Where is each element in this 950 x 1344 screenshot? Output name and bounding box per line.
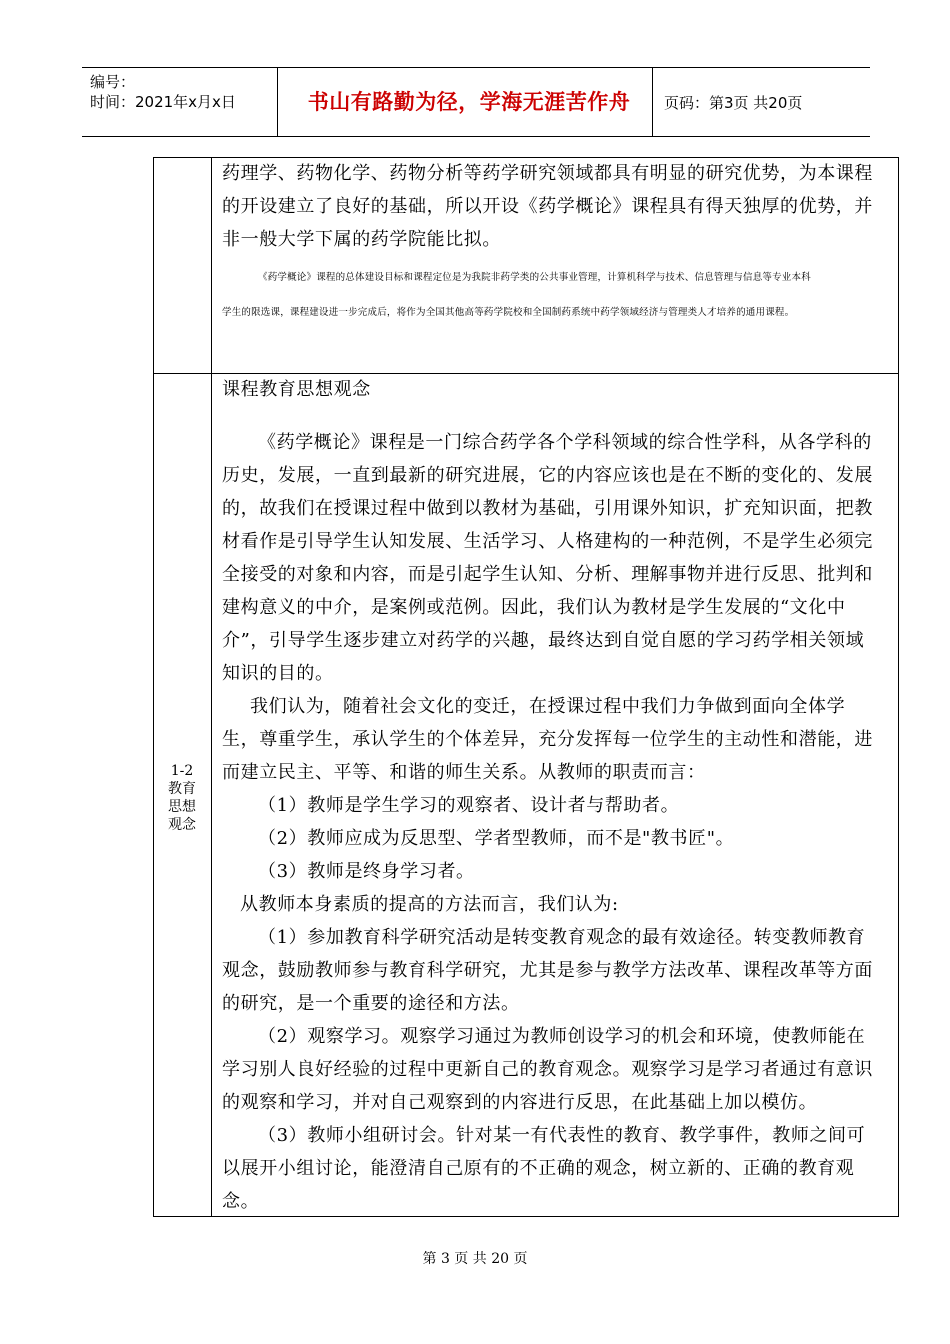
label-line: 观念 xyxy=(168,817,196,833)
body-line: （1）教师是学生学习的观察者、设计者与帮助者。 xyxy=(258,795,680,816)
label-line: 教育 xyxy=(168,781,196,797)
body-line: 历史，发展，一直到最新的研究进展，它的内容应该也是在不断的变化的、发展 xyxy=(222,465,873,486)
body-line: 建构意义的中介，是案例或范例。因此，我们认为教材是学生发展的“文化中 xyxy=(222,597,846,618)
body-line: 而建立民主、平等、和谐的师生关系。从教师的职责而言： xyxy=(222,762,706,783)
header-motto: 书山有路勤为径，学海无涯苦作舟 xyxy=(307,90,631,114)
prev-small-line: 学生的限选课，课程建设进一步完成后，将作为全国其他高等药学院校和全国制药系统中药学领域经济与管理类人才培养的通用课程。 xyxy=(222,307,795,318)
table-label-divider xyxy=(211,157,212,1217)
prev-line: 非一般大学下属的药学院能比拟。 xyxy=(222,229,501,250)
prev-section-body xyxy=(222,157,892,256)
body-line: 学习别人良好经验的过程中更新自己的教育观念。观察学习是学习者通过有意识 xyxy=(222,1059,873,1080)
body-line: （1）参加教育科学研究活动是转变教育观念的最有效途径。转变教师教育 xyxy=(258,927,866,948)
body-line: 材看作是引导学生认知发展、生活学习、人格建构的一种范例，不是学生必须完 xyxy=(222,531,873,552)
table-right-border xyxy=(898,157,899,1217)
body-line: 全接受的对象和内容，而是引起学生认知、分析、理解事物并进行反思、批判和 xyxy=(222,564,873,585)
prev-small-line: 《药学概论》课程的总体建设目标和课程定位是为我院非药学类的公共事业管理，计算机科学与技术、信息管理与信息等专业本科 xyxy=(258,272,811,283)
body-line: 生，尊重学生，承认学生的个体差异，充分发挥每一位学生的主动性和潜能，进 xyxy=(222,729,873,750)
section-label xyxy=(153,762,211,834)
header-divider-left xyxy=(277,67,278,136)
label-line: 1-2 xyxy=(170,763,194,779)
page-footer: 第 3 页 共 20 页 xyxy=(422,1251,528,1267)
doc-number-label: 编号： xyxy=(90,73,136,91)
header-divider-right xyxy=(652,67,653,136)
date-line: 时间：2021年x月x日 xyxy=(90,93,236,111)
prev-line: 药理学、药物化学、药物分析等药学研究领域都具有明显的研究优势，为本课程 xyxy=(222,163,873,184)
body-line: 以展开小组讨论，能澄清自己原有的不正确的观念，树立新的、正确的教育观 xyxy=(222,1158,855,1179)
section-heading: 课程教育思想观念 xyxy=(222,379,371,400)
body-line: 的观察和学习，并对自己观察到的内容进行反思，在此基础上加以模仿。 xyxy=(222,1092,818,1113)
header-top-rule xyxy=(82,67,870,68)
body-line: （2）观察学习。观察学习通过为教师创设学习的机会和环境，使教师能在 xyxy=(258,1026,866,1047)
body-line: （2）教师应成为反思型、学者型教师，而不是"教书匠"。 xyxy=(258,828,735,849)
body-line: 的研究，是一个重要的途径和方法。 xyxy=(222,993,520,1014)
header-meta xyxy=(90,72,236,112)
body-line: 我们认为，随着社会文化的变迁，在授课过程中我们力争做到面向全体学 xyxy=(250,696,846,717)
body-line: 《药学概论》课程是一门综合药学各个学科领域的综合性学科，从各学科的 xyxy=(258,432,872,453)
body-line: （3）教师小组研讨会。针对某一有代表性的教育、教学事件，教师之间可 xyxy=(258,1125,866,1146)
section-body xyxy=(222,373,892,1218)
label-line: 思想 xyxy=(168,799,196,815)
page-indicator: 页码：第3页 共20页 xyxy=(664,94,803,112)
body-line: 观念，鼓励教师参与教育科学研究，尤其是参与教学方法改革、课程改革等方面 xyxy=(222,960,873,981)
body-line: 念。 xyxy=(222,1191,260,1212)
table-left-border xyxy=(153,157,154,1217)
body-line: 的，故我们在授课过程中做到以教材为基础，引用课外知识，扩充知识面，把教 xyxy=(222,498,873,519)
prev-line: 的开设建立了良好的基础，所以开设《药学概论》课程具有得天独厚的优势，并 xyxy=(222,196,873,217)
body-line: 从教师本身素质的提高的方法而言，我们认为: xyxy=(240,894,619,915)
body-line: （3）教师是终身学习者。 xyxy=(258,861,475,882)
header-bottom-rule xyxy=(82,136,870,137)
body-line: 知识的目的。 xyxy=(222,663,334,684)
body-line: 介”，引导学生逐步建立对药学的兴趣，最终达到自觉自愿的学习药学相关领域 xyxy=(222,630,865,651)
